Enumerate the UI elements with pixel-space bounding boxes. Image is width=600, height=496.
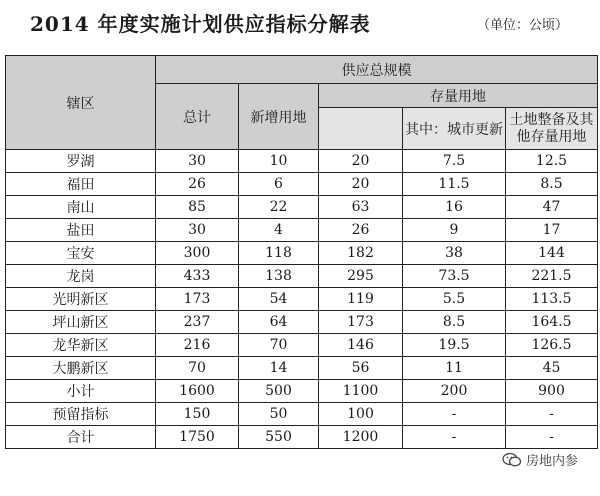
cell-land-other: -	[506, 403, 598, 426]
cell-land-other: 164.5	[506, 311, 598, 334]
cell-urban-renewal: 200	[403, 380, 506, 403]
cell-urban-renewal: 11.5	[403, 173, 506, 196]
table-row	[6, 426, 598, 449]
cell-urban-renewal: 5.5	[403, 288, 506, 311]
header-urban-renewal: 其中：城市更新	[403, 108, 506, 150]
cell-existing: 1200	[319, 426, 403, 449]
cell-new-land: 500	[239, 380, 319, 403]
wechat-icon	[502, 452, 522, 468]
table-row	[6, 242, 598, 265]
cell-district: 坪山新区	[6, 311, 156, 334]
header-land-other: 土地整备及其他存量用地	[506, 108, 598, 150]
cell-district: 预留指标	[6, 403, 156, 426]
table-row	[6, 288, 598, 311]
cell-total: 1600	[156, 380, 239, 403]
cell-total: 300	[156, 242, 239, 265]
cell-new-land: 14	[239, 357, 319, 380]
cell-total: 237	[156, 311, 239, 334]
cell-district: 小计	[6, 380, 156, 403]
cell-land-other: 900	[506, 380, 598, 403]
cell-new-land: 6	[239, 173, 319, 196]
cell-existing: 100	[319, 403, 403, 426]
cell-urban-renewal: 19.5	[403, 334, 506, 357]
cell-new-land: 50	[239, 403, 319, 426]
cell-new-land: 10	[239, 150, 319, 173]
cell-urban-renewal: 11	[403, 357, 506, 380]
cell-total: 433	[156, 265, 239, 288]
cell-urban-renewal: 9	[403, 219, 506, 242]
cell-land-other: 113.5	[506, 288, 598, 311]
cell-existing: 173	[319, 311, 403, 334]
table-row	[6, 311, 598, 334]
cell-district: 合计	[6, 426, 156, 449]
cell-land-other: 47	[506, 196, 598, 219]
cell-new-land: 550	[239, 426, 319, 449]
table-row	[6, 265, 598, 288]
cell-urban-renewal: 8.5	[403, 311, 506, 334]
cell-existing: 26	[319, 219, 403, 242]
cell-district: 宝安	[6, 242, 156, 265]
cell-total: 216	[156, 334, 239, 357]
table-row	[6, 357, 598, 380]
cell-new-land: 138	[239, 265, 319, 288]
cell-total: 85	[156, 196, 239, 219]
cell-urban-renewal: -	[403, 426, 506, 449]
cell-urban-renewal: 73.5	[403, 265, 506, 288]
cell-land-other: 8.5	[506, 173, 598, 196]
watermark-text: 房地内参	[525, 454, 578, 469]
table-row	[6, 219, 598, 242]
cell-district: 光明新区	[6, 288, 156, 311]
cell-total: 30	[156, 219, 239, 242]
header-district: 辖区	[6, 56, 156, 150]
cell-new-land: 54	[239, 288, 319, 311]
table-row	[6, 334, 598, 357]
watermark	[498, 449, 582, 470]
table-row	[6, 173, 598, 196]
page-title: 2014 年度实施计划供应指标分解表	[30, 12, 371, 36]
cell-total: 70	[156, 357, 239, 380]
cell-land-other: 126.5	[506, 334, 598, 357]
cell-total: 1750	[156, 426, 239, 449]
table-header	[6, 56, 598, 150]
cell-district: 龙岗	[6, 265, 156, 288]
cell-land-other: 17	[506, 219, 598, 242]
cell-existing: 63	[319, 196, 403, 219]
table-body	[6, 150, 598, 449]
cell-new-land: 22	[239, 196, 319, 219]
header-total: 总计	[156, 84, 239, 150]
cell-total: 150	[156, 403, 239, 426]
cell-district: 龙华新区	[6, 334, 156, 357]
land-supply-table	[5, 55, 598, 449]
cell-total: 173	[156, 288, 239, 311]
cell-existing: 295	[319, 265, 403, 288]
cell-district: 福田	[6, 173, 156, 196]
cell-district: 盐田	[6, 219, 156, 242]
cell-existing: 119	[319, 288, 403, 311]
cell-existing: 56	[319, 357, 403, 380]
header-new-land: 新增用地	[239, 84, 319, 150]
cell-new-land: 4	[239, 219, 319, 242]
cell-total: 26	[156, 173, 239, 196]
cell-new-land: 64	[239, 311, 319, 334]
table-row	[6, 380, 598, 403]
cell-existing: 20	[319, 150, 403, 173]
cell-urban-renewal: 7.5	[403, 150, 506, 173]
cell-urban-renewal: 16	[403, 196, 506, 219]
cell-urban-renewal: 38	[403, 242, 506, 265]
cell-existing: 20	[319, 173, 403, 196]
cell-district: 罗湖	[6, 150, 156, 173]
cell-land-other: 12.5	[506, 150, 598, 173]
table-row	[6, 150, 598, 173]
cell-district: 大鹏新区	[6, 357, 156, 380]
unit-note: （单位：公顷）	[476, 18, 568, 33]
cell-existing: 1100	[319, 380, 403, 403]
cell-new-land: 118	[239, 242, 319, 265]
cell-land-other: 221.5	[506, 265, 598, 288]
table-row	[6, 196, 598, 219]
header-existing-land: 存量用地	[319, 84, 598, 108]
cell-urban-renewal: -	[403, 403, 506, 426]
cell-land-other: 144	[506, 242, 598, 265]
cell-new-land: 70	[239, 334, 319, 357]
cell-district: 南山	[6, 196, 156, 219]
cell-existing: 146	[319, 334, 403, 357]
cell-total: 30	[156, 150, 239, 173]
cell-existing: 182	[319, 242, 403, 265]
cell-land-other: -	[506, 426, 598, 449]
table-row	[6, 403, 598, 426]
header-supply-total-scale: 供应总规模	[156, 56, 598, 84]
cell-land-other: 45	[506, 357, 598, 380]
header-existing-subtotal	[319, 108, 403, 150]
